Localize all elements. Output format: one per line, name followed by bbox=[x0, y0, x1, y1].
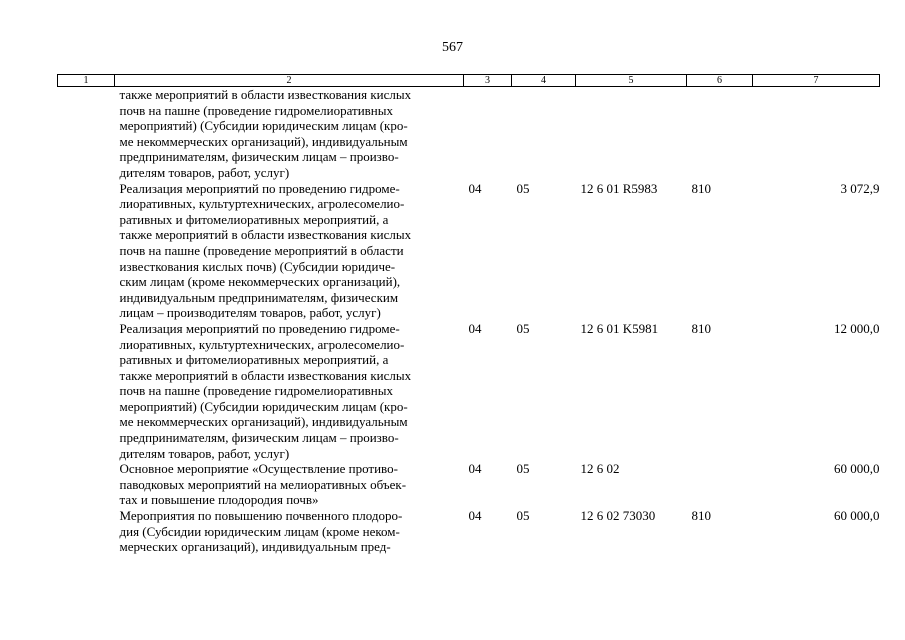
column-number: 1 bbox=[58, 75, 115, 87]
table-row bbox=[58, 508, 880, 555]
target-article-cell: 12 6 02 bbox=[580, 461, 620, 477]
row-name-line: ским лицам (кроме некоммерческих организаций), bbox=[119, 274, 401, 290]
expense-type-cell bbox=[687, 461, 753, 508]
subsection-code-cell: 05 bbox=[516, 320, 530, 336]
target-article-cell bbox=[576, 87, 687, 181]
amount-cell: 12 000,0 bbox=[834, 320, 880, 336]
target-article-cell: 12 6 02 73030 bbox=[580, 508, 656, 524]
table-body bbox=[58, 87, 880, 555]
row-name-cell bbox=[115, 181, 464, 321]
row-name-line: Реализация мероприятий по проведению гидроме- bbox=[119, 320, 400, 336]
row-name-line: почв на пашне (проведение гидромелиоративных bbox=[119, 383, 394, 399]
expense-type-cell: 810 bbox=[691, 320, 711, 336]
section-code-cell: 04 bbox=[468, 461, 482, 477]
row-number-cell bbox=[58, 321, 115, 461]
expense-type-cell: 810 bbox=[691, 508, 711, 524]
section-code-cell: 04 bbox=[468, 508, 482, 524]
section-code-cell: 04 bbox=[468, 180, 482, 196]
row-name-line: лиоративных, культуртехнических, агролесомелио- bbox=[119, 336, 405, 352]
row-name-line: тах и повышение плодородия почв» bbox=[119, 492, 319, 508]
row-name-line: мероприятий) (Субсидии юридическим лицам (кро- bbox=[119, 118, 408, 134]
row-name-line: известкования кислых почв) (Субсидии юридиче- bbox=[119, 258, 396, 274]
row-name-line: индивидуальным предпринимателям, физическим bbox=[119, 289, 399, 305]
table-header bbox=[58, 75, 880, 87]
column-number: 2 bbox=[115, 75, 464, 87]
row-name-line: почв на пашне (проведение мероприятий в области bbox=[119, 242, 404, 258]
row-name-line: мерческих организаций), индивидуальным пред- bbox=[119, 539, 391, 555]
row-name-cell bbox=[115, 321, 464, 461]
table-row bbox=[58, 461, 880, 508]
row-number-cell bbox=[58, 181, 115, 321]
row-name-cell bbox=[115, 461, 464, 508]
row-name-line: дителям товаров, работ, услуг) bbox=[119, 445, 290, 461]
table-row bbox=[58, 181, 880, 321]
budget-table bbox=[57, 74, 880, 555]
row-name-line: также мероприятий в области известкования кислых bbox=[119, 227, 412, 243]
row-name-line: почв на пашне (проведение гидромелиоративных bbox=[119, 102, 394, 118]
section-code-cell: 04 bbox=[468, 320, 482, 336]
row-name-line: дителям товаров, работ, услуг) bbox=[119, 164, 290, 180]
row-number-cell bbox=[58, 461, 115, 508]
page-number: 567 bbox=[442, 40, 463, 55]
row-number-cell bbox=[58, 508, 115, 555]
expense-type-cell bbox=[687, 87, 753, 181]
target-article-cell: 12 6 01 R5983 bbox=[580, 180, 658, 196]
row-name-line: ративных и фитомелиоративных мероприятий, а bbox=[119, 211, 389, 227]
row-name-line: ме некоммерческих организаций), индивидуальным bbox=[119, 133, 408, 149]
row-name-line: Мероприятия по повышению почвенного плодоро- bbox=[119, 508, 403, 524]
row-name-line: также мероприятий в области известкования кислых bbox=[119, 87, 412, 102]
row-name-cell bbox=[115, 508, 464, 555]
amount-cell: 3 072,9 bbox=[840, 180, 880, 196]
column-number: 3 bbox=[464, 75, 512, 87]
column-number: 7 bbox=[753, 75, 880, 87]
subsection-code-cell bbox=[512, 87, 576, 181]
subsection-code-cell: 05 bbox=[516, 461, 530, 477]
column-number: 6 bbox=[687, 75, 753, 87]
row-name-line: лицам – производителям товаров, работ, услуг) bbox=[119, 305, 381, 321]
subsection-code-cell: 05 bbox=[516, 508, 530, 524]
row-name-line: дия (Субсидии юридическим лицам (кроме неком- bbox=[119, 523, 400, 539]
column-number: 4 bbox=[512, 75, 576, 87]
column-number-row bbox=[58, 75, 880, 87]
row-name-line: предпринимателям, физическим лицам – произво- bbox=[119, 149, 399, 165]
row-name-cell bbox=[115, 87, 464, 181]
table-row bbox=[58, 87, 880, 181]
column-number: 5 bbox=[576, 75, 687, 87]
row-name-line: паводковых мероприятий на мелиоративных объек- bbox=[119, 476, 407, 492]
expense-type-cell: 810 bbox=[691, 180, 711, 196]
row-name-line: ративных и фитомелиоративных мероприятий, а bbox=[119, 352, 389, 368]
table-row bbox=[58, 321, 880, 461]
row-name-line: лиоративных, культуртехнических, агролесомелио- bbox=[119, 196, 405, 212]
row-name-line: Реализация мероприятий по проведению гидроме- bbox=[119, 180, 400, 196]
row-name-line: Основное мероприятие «Осуществление противо- bbox=[119, 461, 398, 477]
target-article-cell: 12 6 01 K5981 bbox=[580, 320, 659, 336]
amount-cell bbox=[753, 87, 880, 181]
row-name-line: также мероприятий в области известкования кислых bbox=[119, 367, 412, 383]
section-code-cell bbox=[464, 87, 512, 181]
row-name-line: ме некоммерческих организаций), индивидуальным bbox=[119, 414, 408, 430]
row-number-cell bbox=[58, 87, 115, 181]
subsection-code-cell: 05 bbox=[516, 180, 530, 196]
row-name-line: предпринимателям, физическим лицам – произво- bbox=[119, 430, 399, 446]
amount-cell: 60 000,0 bbox=[834, 508, 880, 524]
amount-cell: 60 000,0 bbox=[834, 461, 880, 477]
row-name-line: мероприятий) (Субсидии юридическим лицам (кро- bbox=[119, 398, 408, 414]
